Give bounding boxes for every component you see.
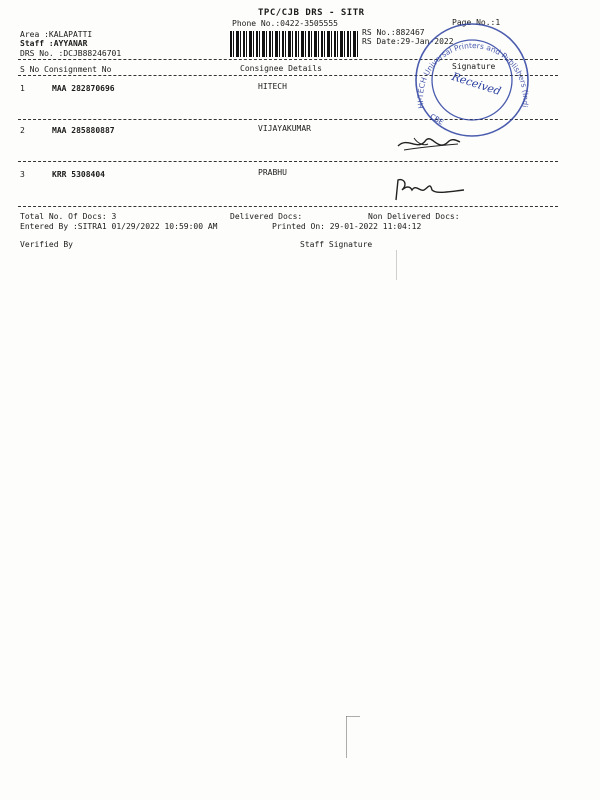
column-sno: S No (20, 65, 40, 74)
column-consignee: Consignee Details (240, 64, 322, 73)
table-row-2-sno: 2 (20, 126, 25, 135)
delivered-docs: Delivered Docs: (230, 212, 303, 221)
signature-row-2 (394, 130, 464, 156)
table-row-2-consignment: MAA 285880887 (52, 126, 115, 135)
table-row-2-consignee: VIJAYAKUMAR (258, 124, 311, 133)
table-row-1-consignment: MAA 282870696 (52, 84, 115, 93)
table-row-3-consignment: KRR 5308404 (52, 170, 105, 179)
table-row-3-consignee: PRABHU (258, 168, 287, 177)
stamp-bottom-text: CBE (428, 112, 445, 127)
signature-row-3 (390, 176, 470, 204)
scan-mark (396, 250, 397, 280)
scan-mark (346, 716, 347, 758)
staff-label: Staff :AYYANAR (20, 39, 88, 48)
stamp-outer-text: HI-TECH Universal Printers and Publishers (India) Pvt. Ltd. (399, 15, 531, 110)
column-signature: Signature (452, 62, 496, 71)
verified-by: Verified By (20, 240, 73, 249)
rs-number: RS No.:882467 (362, 28, 425, 37)
total-docs: Total No. Of Docs: 3 (20, 212, 117, 221)
company-stamp (399, 15, 542, 138)
scan-mark (346, 716, 360, 717)
barcode (230, 31, 358, 57)
table-row-1-consignee: HITECH (258, 82, 287, 91)
table-bottom-divider (18, 206, 558, 207)
drs-number: DRS No. :DCJB88246701 (20, 49, 122, 58)
printed-on: Printed On: 29-01-2022 11:04:12 (272, 222, 422, 231)
table-row-3-sno: 3 (20, 170, 25, 179)
phone-number: Phone No.:0422-3505555 (232, 19, 338, 28)
document-title: TPC/CJB DRS - SITR (258, 8, 365, 18)
page-number: Page No.:1 (452, 18, 501, 27)
row-divider-2 (18, 161, 558, 162)
column-consignment: Consignment No (44, 65, 112, 74)
stamp-inner-text: Received (450, 70, 503, 99)
table-row-1-sno: 1 (20, 84, 25, 93)
rs-date: RS Date:29-Jan-2022 (362, 37, 454, 46)
non-delivered-docs: Non Delivered Docs: (368, 212, 460, 221)
entered-by: Entered By :SITRA1 01/29/2022 10:59:00 AM (20, 222, 218, 231)
area-label: Area :KALAPATTI (20, 30, 93, 39)
staff-signature-label: Staff Signature (300, 240, 373, 249)
